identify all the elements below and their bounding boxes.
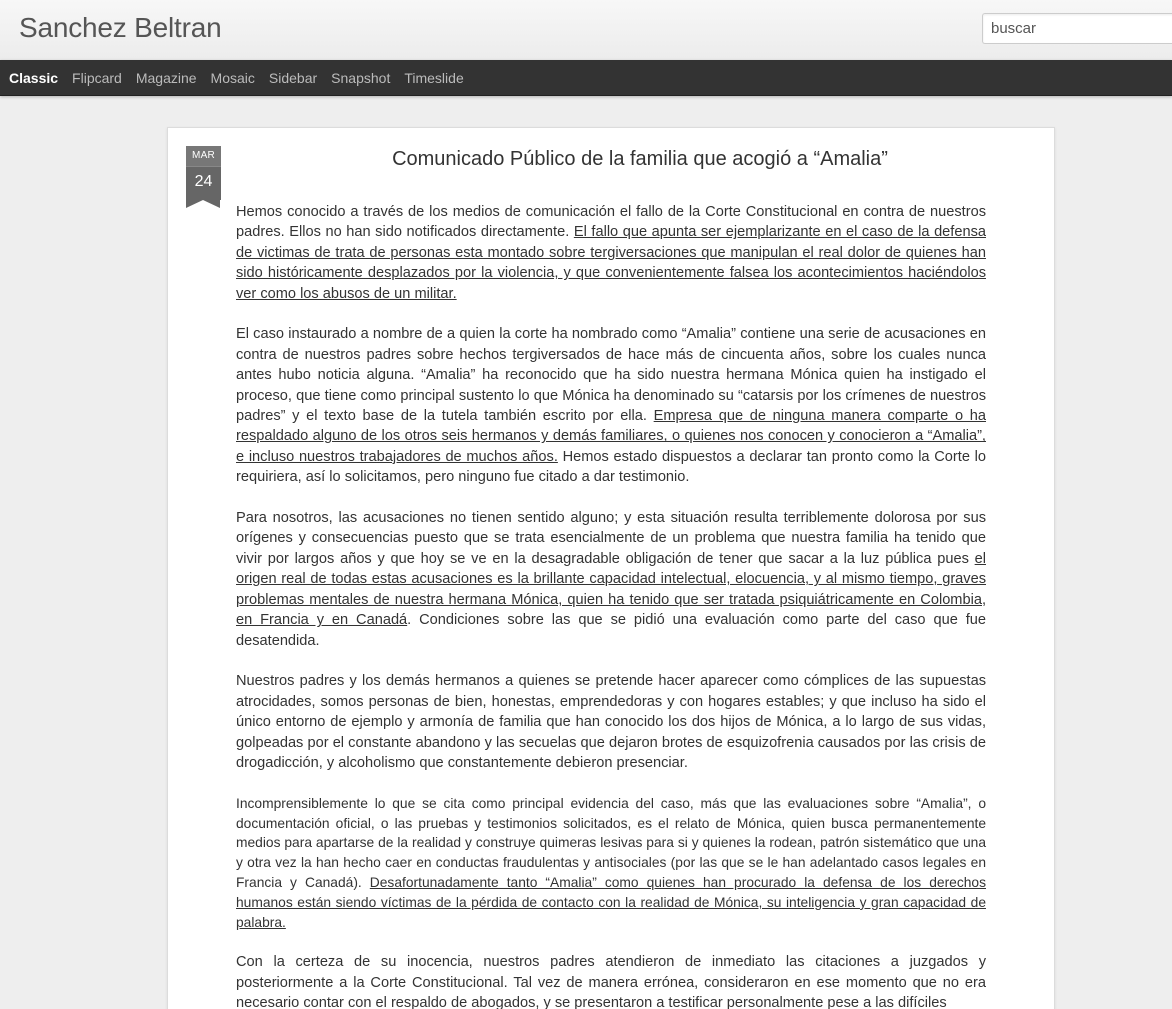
paragraph-text: Con la certeza de su inocencia, nuestros padres atendieron de inmediato las citaciones a juzgados y posteriormente a la Corte Constitucional. Tal vez de manera errónea, consideraron en ese momento que no era necesario contar con el respaldo de abogados, y se presentaron a testificar personalmente pese a las difíciles (236, 954, 986, 1009)
paragraph-text: Hemos estado dispuestos a declarar tan pronto como la Corte lo requiriera, así lo solicitamos, pero ninguno fue citado a dar testimonio. (236, 448, 986, 486)
post-body (236, 202, 986, 1009)
post-paragraph (236, 202, 986, 304)
post-paragraph (236, 508, 986, 651)
ribbon-tail (186, 200, 220, 208)
view-navbar (0, 60, 1172, 96)
post-panel (167, 127, 1055, 1009)
paragraph-text: Nuestros padres y los demás hermanos a quienes se pretende hacer aparecer como cómplices de las supuestas atrocidades, somos personas de bien, honestas, emprendedoras y con hogares estables; y que incluso ha sido el único entorno de ejemplo y armonía de familia que han conocido los dos hijos de Mónica, a lo largo de sus vidas, golpeadas por el constante abandono y las secuelas que dejaron brotes de esquizofrenia causados por las crisis de drogadicción, y alcoholismo que constantemente debieron presenciar. (236, 673, 986, 771)
date-month: MAR (186, 146, 221, 166)
underlined-passage: El fallo que apunta ser ejemplarizante en el caso de la defensa de victimas de trata de personas esta montado sobre tergiversaciones que manipulan el real dolor de quienes han sido históricamente desplazados por la violencia, y que convenientemente falsea los acontecimientos haciéndolos ver como los abusos de un militar. (236, 224, 986, 302)
paragraph-text: . Condiciones sobre las que se pidió una evaluación como parte del caso que fue desatendida. (236, 612, 986, 649)
tab-magazine[interactable]: Magazine (135, 70, 197, 86)
paragraph-text: Para nosotros, las acusaciones no tienen sentido alguno; y esta situación resulta terriblemente dolorosa por sus orígenes y consecuencias puesto que se trata esencialmente de un problema que nuestra familia ha tenido que vivir por largos años y que hoy se ve en la desagradable obligación de tener que sacar a la luz pública pues (236, 510, 986, 567)
site-title[interactable]: Sanchez Beltran (19, 12, 222, 43)
underlined-passage: el origen real de todas estas acusaciones es la brillante capacidad intelectual, elocuencia, y al mismo tiempo, graves problemas mentales de nuestra hermana Mónica, quien ha tenido que ser tratada psiquiátricamente en Colombia, en Francia y en Canadá (236, 550, 986, 629)
paragraph-text: Incomprensiblemente lo que se cita como principal evidencia del caso, más que las evaluaciones sobre “Amalia”, o documentación oficial, o las pruebas y testimonios solicitados, es el relato de Mónica, quien busca permanentemente medios para apartarse de la realidad y construye quimeras lesivas para si y quienes la rodean, patrón sistemático que una y otra vez la han hecho caer en conductas fraudulentas y antisociales (por las que se le han adelantado casos legales en Francia y Canadá). (236, 795, 986, 890)
underlined-passage: Empresa que de ninguna manera comparte o ha respaldado alguno de los otros seis hermanos y demás familiares, o quienes nos conocen y conocieron a “Amalia”, e incluso nuestros trabajadores de muchos años. (236, 408, 987, 465)
search-input[interactable] (982, 13, 1172, 44)
underlined-passage: Desafortunadamente tanto “Amalia” como quienes han procurado la defensa de los derechos humanos están siendo víctimas de la pérdida de contacto con la realidad de Mónica, su inteligencia y gran capacidad de palabra. (236, 874, 986, 930)
tab-classic[interactable]: Classic (9, 70, 59, 86)
post-title[interactable]: Comunicado Público de la familia que acogió a “Amalia” (392, 148, 888, 170)
post-paragraph (236, 671, 986, 773)
paragraph-text: Hemos conocido a través de los medios de comunicación el fallo de la Corte Constitucional en contra de nuestros padres. Ellos no han sido notificados directamente. (236, 204, 986, 241)
tab-mosaic[interactable]: Mosaic (210, 70, 255, 86)
post-paragraph (236, 794, 986, 933)
view-tabs (0, 60, 1172, 96)
date-day: 24 (186, 166, 221, 200)
post-paragraph (236, 324, 986, 487)
tab-timeslide[interactable]: Timeslide (404, 70, 464, 86)
post-paragraph (236, 952, 986, 1009)
site-header (0, 0, 1172, 60)
tab-snapshot[interactable]: Snapshot (331, 70, 391, 86)
date-badge (186, 146, 221, 208)
paragraph-text: El caso instaurado a nombre de a quien la corte ha nombrado como “Amalia” contiene una serie de acusaciones en contra de nuestros padres sobre hechos tergiversados de hace más de cincuenta años, sobre los cuales nunca antes hubo noticia alguna. “Amalia” ha reconocido que ha sido nuestra hermana Mónica quien ha instigado el proceso, que tiene como principal sustento lo que Mónica ha denominado su “catarsis por los crímenes de nuestros padres” y el texto base de la tutela también escrito por ella. (236, 326, 986, 425)
tab-flipcard[interactable]: Flipcard (72, 70, 122, 86)
tab-sidebar[interactable]: Sidebar (268, 70, 318, 86)
